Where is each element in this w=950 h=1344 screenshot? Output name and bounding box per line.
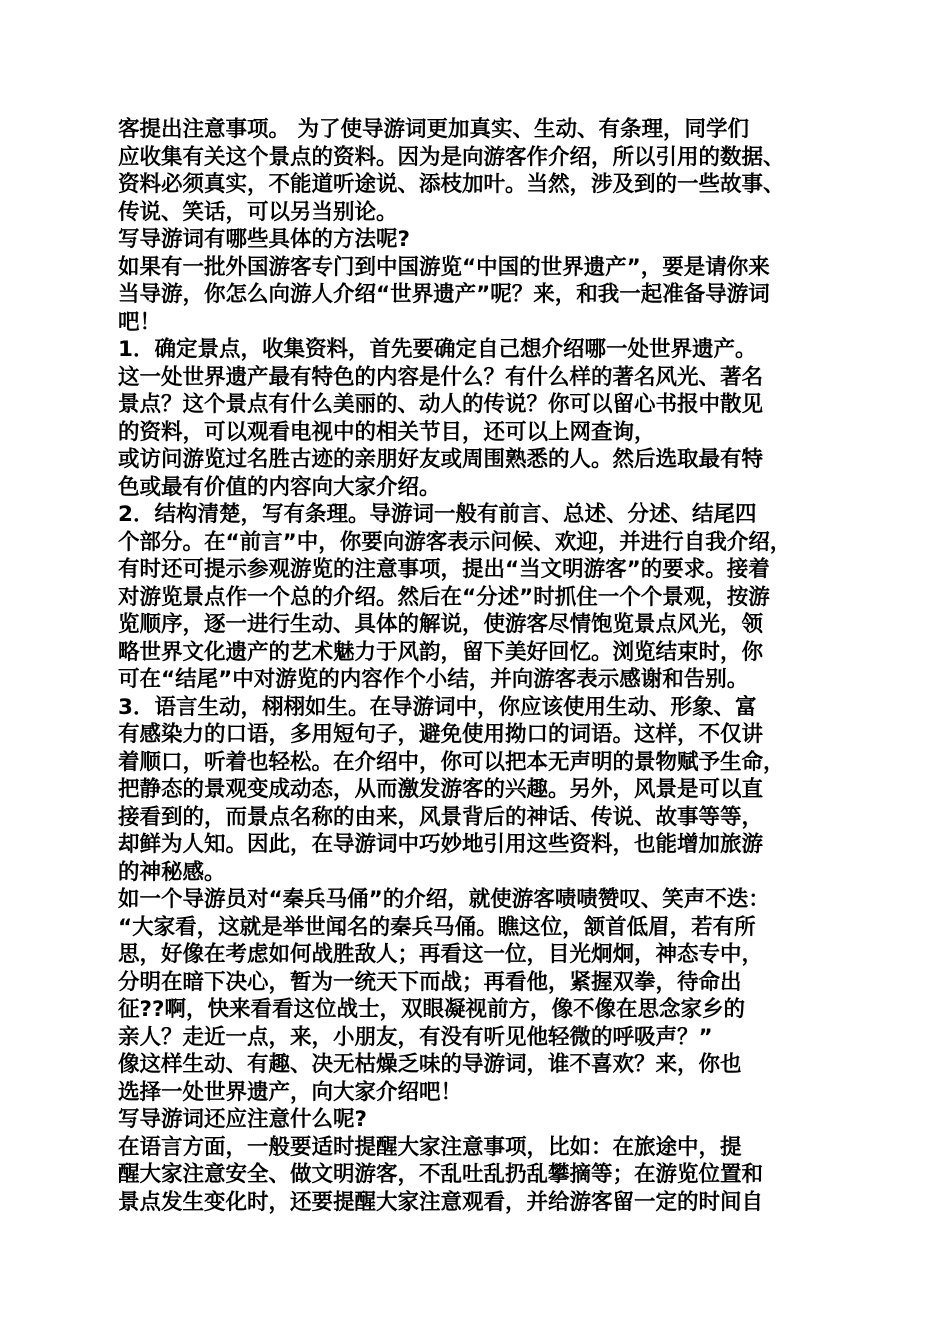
text-line: 选择一处世界遗产，向大家介绍吧！ (118, 1079, 463, 1105)
text-line: 可在“结尾”中对游览的内容作个小结，并向游客表示感谢和告别。 (118, 667, 749, 692)
text-line: 或访问游览过名胜古迹的亲朋好友或周围熟悉的人。然后选取最有特 (118, 447, 764, 472)
text-line: 景点？这个景点有什么美丽的、动人的传说？你可以留心书报中散见 (118, 392, 764, 417)
text-line: 着顺口，听着也轻松。在介绍中，你可以把本无声明的景物赋予生命， (118, 749, 785, 775)
text-line: 如一个导游员对“秦兵马俑”的介绍，就使游客啧啧赞叹、笑声不迭： (118, 887, 770, 912)
text-line: 2．结构清楚，写有条理。导游词一般有前言、总述、分述、结尾四 (118, 502, 757, 527)
text-line: 景点发生变化时，还要提醒大家注意观看，并给游客留一定的时间自 (118, 1189, 764, 1215)
text-line: 醒大家注意安全、做文明游客，不乱吐乱扔乱攀摘等；在游览位置和 (118, 1162, 764, 1187)
text-line: 写导游词有哪些具体的方法呢? (118, 227, 410, 252)
text-line: 资料必须真实，不能道听途说、添枝加叶。当然，涉及到的一些故事、 (118, 172, 785, 197)
text-line: 有时还可提示参观游览的注意事项，提出“当文明游客”的要求。接着 (118, 557, 770, 582)
text-line: 如果有一批外国游客专门到中国游览“中国的世界遗产”，要是请你来 (118, 254, 770, 280)
text-line: 分明在暗下决心，暂为一统天下而战；再看他，紧握双拳，待命出 (118, 969, 742, 995)
text-line: 略世界文化遗产的艺术魅力于风韵，留下美好回忆。浏览结束时，你 (118, 639, 764, 665)
text-line: 个部分。在“前言”中，你要向游客表示问候、欢迎，并进行自我介绍， (118, 529, 792, 555)
text-line: 的神秘感。 (118, 859, 226, 885)
text-line: 3．语言生动，栩栩如生。在导游词中，你应该使用生动、形象、富 (118, 694, 757, 720)
text-line: 像这样生动、有趣、决无枯燥乏味的导游词，谁不喜欢？来，你也 (118, 1052, 742, 1077)
text-line: 把静态的景观变成动态，从而激发游客的兴趣。另外，风景是可以直 (118, 777, 764, 802)
text-line: 1．确定景点，收集资料，首先要确定自己想介绍哪一处世界遗产。 (118, 337, 757, 362)
text-line: 有感染力的口语，多用短句子，避免使用拗口的词语。这样，不仅讲 (118, 722, 764, 747)
text-line: 对游览景点作一个总的介绍。然后在“分述”时抓住一个个景观，按游 (118, 584, 770, 610)
text-line: 接看到的，而景点名称的由来，风景背后的神话、传说、故事等等， (118, 804, 764, 830)
text-line: 览顺序，逐一进行生动、具体的解说，使游客尽情饱览景点风光，领 (118, 612, 764, 637)
text-line: 亲人？走近一点，来，小朋友，有没有听见他轻微的呼吸声？” (118, 1024, 713, 1050)
text-line: 思，好像在考虑如何战胜敌人；再看这一位，目光炯炯，神态专中， (118, 942, 764, 967)
text-line: 的资料，可以观看电视中的相关节目，还可以上网查询， (118, 419, 656, 445)
text-line: 却鲜为人知。因此，在导游词中巧妙地引用这些资料，也能增加旅游 (118, 832, 764, 857)
text-line: 传说、笑话，可以另当别论。 (118, 199, 398, 225)
text-line: 当导游，你怎么向游人介绍“世界遗产”呢？来，和我一起准备导游词 (118, 282, 770, 307)
text-line: 征??啊，快来看看这位战士，双眼凝视前方，像不像在思念家乡的 (118, 997, 745, 1022)
text-line: “大家看，这就是举世闻名的秦兵马俑。瞧这位，颔首低眉，若有所 (118, 914, 756, 940)
text-line: 在语言方面，一般要适时提醒大家注意事项，比如：在旅途中，提 (118, 1134, 742, 1160)
text-line: 色或最有价值的内容向大家介绍。 (118, 474, 441, 500)
text-line: 这一处世界遗产最有特色的内容是什么？有什么样的著名风光、著名 (118, 364, 764, 390)
text-line: 客提出注意事项。 为了使导游词更加真实、生动、有条理，同学们 (118, 117, 749, 142)
text-line: 写导游词还应注意什么呢? (118, 1107, 367, 1132)
text-line: 吧！ (118, 309, 162, 335)
document-body (118, 116, 846, 1216)
text-line: 应收集有关这个景点的资料。因为是向游客作介绍，所以引用的数据、 (118, 144, 785, 170)
